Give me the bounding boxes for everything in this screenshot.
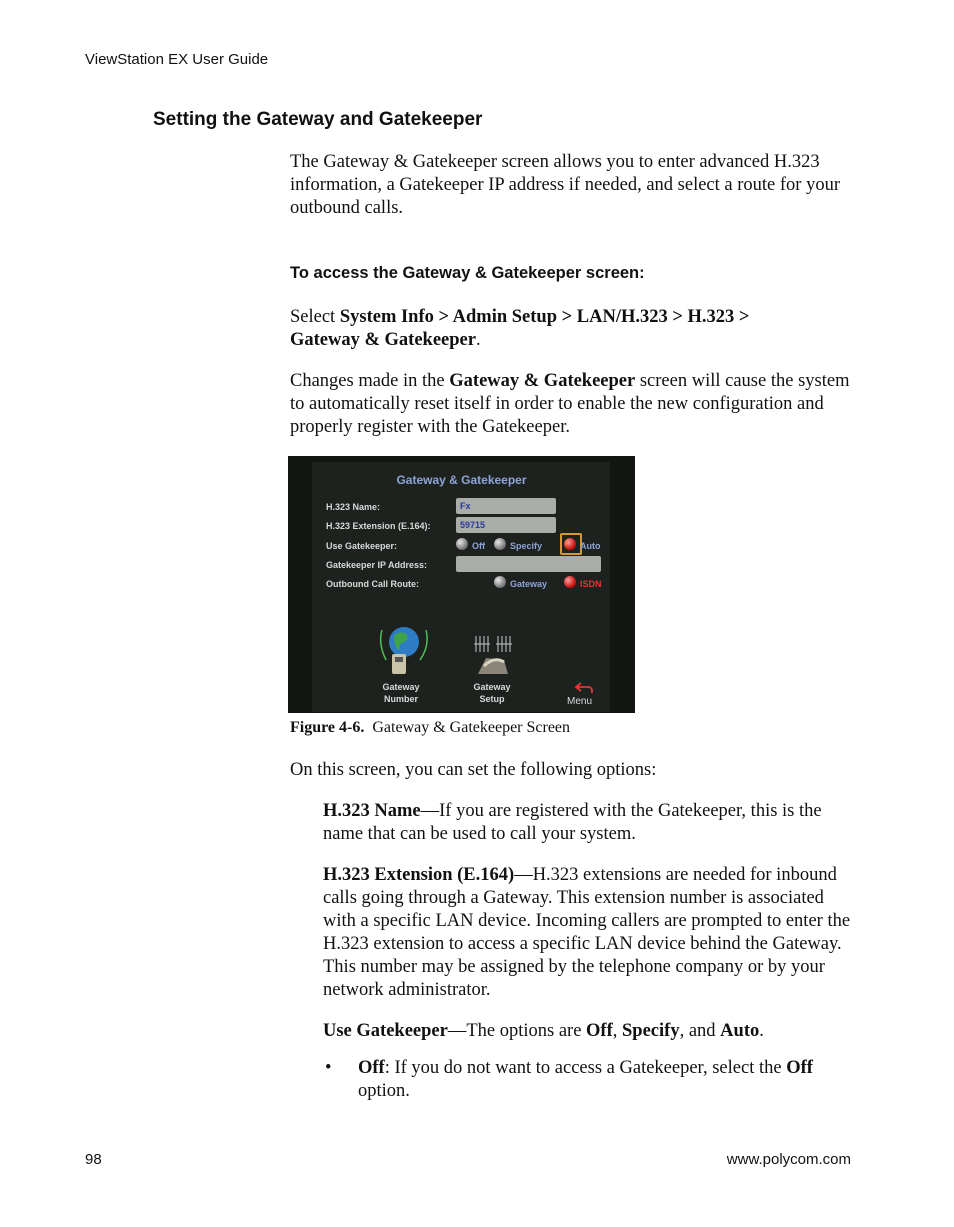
gatekeeper-specify-label: Specify: [510, 541, 543, 551]
gateway-gatekeeper-screenshot: [288, 456, 635, 713]
option-h323-name: [323, 800, 858, 846]
bullet-off-end: option.: [358, 1081, 410, 1101]
changes-prefix: Changes made in the: [290, 371, 450, 391]
h323-extension-field[interactable]: 59715: [456, 517, 556, 533]
gatekeeper-ip-label: Gatekeeper IP Address:: [326, 560, 428, 570]
gatekeeper-auto-label: Auto: [580, 541, 601, 551]
bullet-off-item: [358, 1057, 853, 1103]
option-h323-extension: [323, 864, 858, 1002]
changes-suffix: screen will cause the system to automatically reset itself in order to enable the new configuration and properly register with the Gatekeeper.: [290, 371, 850, 437]
bullet-off-term: Off: [358, 1058, 385, 1078]
outbound-route-label: Outbound Call Route:: [326, 579, 419, 589]
bullet-off-mid: : If you do not want to access a Gatekeeper, select the: [384, 1058, 787, 1078]
procedure-heading: To access the Gateway & Gatekeeper screen:: [290, 264, 645, 282]
select-prefix: Select: [290, 307, 340, 327]
route-isdn-radio[interactable]: [564, 576, 576, 588]
bullet-off-term2: Off: [786, 1058, 813, 1078]
page-number: 98: [85, 1151, 102, 1168]
bullet-marker: •: [325, 1058, 332, 1078]
option-h323-extension-term: H.323 Extension (E.164): [323, 865, 515, 885]
gateway-setup-caption[interactable]: [457, 681, 527, 705]
option-h323-name-term: H.323 Name: [323, 801, 421, 821]
gk-mid1: —The options are: [447, 1021, 587, 1041]
route-gateway-label: Gateway: [510, 579, 548, 589]
gk-comma: ,: [612, 1021, 623, 1041]
options-intro: On this screen, you can set the following options:: [290, 760, 657, 780]
gatekeeper-off-radio[interactable]: [456, 538, 468, 550]
gk-auto: Auto: [720, 1021, 760, 1041]
gateway-setup-caption-l2: Setup: [479, 694, 505, 704]
back-arrow-icon[interactable]: [574, 681, 594, 695]
gk-off: Off: [586, 1021, 613, 1041]
use-gatekeeper-label: Use Gatekeeper:: [326, 541, 398, 551]
option-use-gatekeeper-term: Use Gatekeeper: [323, 1021, 448, 1041]
h323-name-field[interactable]: Fx: [456, 498, 556, 514]
h323-name-label: H.323 Name:: [326, 502, 381, 512]
changes-paragraph: [290, 370, 860, 439]
changes-bold: Gateway & Gatekeeper: [449, 371, 636, 391]
menu-path: System Info > Admin Setup > LAN/H.323 > H.323 > Gateway & Gatekeeper: [290, 307, 750, 350]
gatekeeper-specify-radio[interactable]: [494, 538, 506, 550]
footer-url[interactable]: www.polycom.com: [726, 1151, 851, 1168]
option-use-gatekeeper: [323, 1020, 858, 1043]
gateway-number-caption-l1: Gateway: [382, 682, 420, 692]
option-h323-extension-desc: —H.323 extensions are needed for inbound calls going through a Gateway. This extension number is associated with a specific LAN device. Incoming callers are prompted to enter the H.323 extension to access a specific LAN device behind the Gateway. This number may be assigned by the telephone company or by your network administrator.: [323, 865, 851, 1000]
gateway-setup-caption-l1: Gateway: [473, 682, 511, 692]
select-instruction: [290, 306, 820, 352]
figure-title: Gateway & Gatekeeper Screen: [372, 719, 571, 736]
running-header: ViewStation EX User Guide: [85, 51, 269, 68]
intro-paragraph: The Gateway & Gatekeeper screen allows you to enter advanced H.323 information, a Gatekeeper IP address if needed, and select a route for your outbound calls.: [290, 152, 840, 218]
menu-label[interactable]: Menu: [567, 696, 593, 707]
gatekeeper-ip-field[interactable]: [456, 556, 601, 572]
screen-title: Gateway & Gatekeeper: [396, 473, 527, 487]
gk-and: , and: [679, 1021, 721, 1041]
gatekeeper-off-label: Off: [472, 541, 485, 551]
route-isdn-label: ISDN: [580, 579, 602, 589]
section-title: Setting the Gateway and Gatekeeper: [153, 109, 483, 130]
gateway-setup-icon[interactable]: [470, 634, 518, 678]
figure-number: Figure 4-6.: [290, 719, 365, 736]
gateway-number-caption[interactable]: [366, 681, 436, 705]
globe-phone-icon[interactable]: [376, 622, 430, 680]
gatekeeper-auto-radio[interactable]: [564, 538, 576, 550]
gateway-number-caption-l2: Number: [383, 694, 418, 704]
select-suffix: .: [475, 330, 481, 350]
route-gateway-radio[interactable]: [494, 576, 506, 588]
option-h323-name-desc: —If you are registered with the Gatekeeper, this is the name that can be used to call your system.: [323, 801, 822, 844]
h323-extension-label: H.323 Extension (E.164):: [326, 521, 431, 531]
gk-specify: Specify: [622, 1021, 680, 1041]
figure-caption: [290, 719, 570, 737]
gk-end: .: [759, 1021, 764, 1041]
